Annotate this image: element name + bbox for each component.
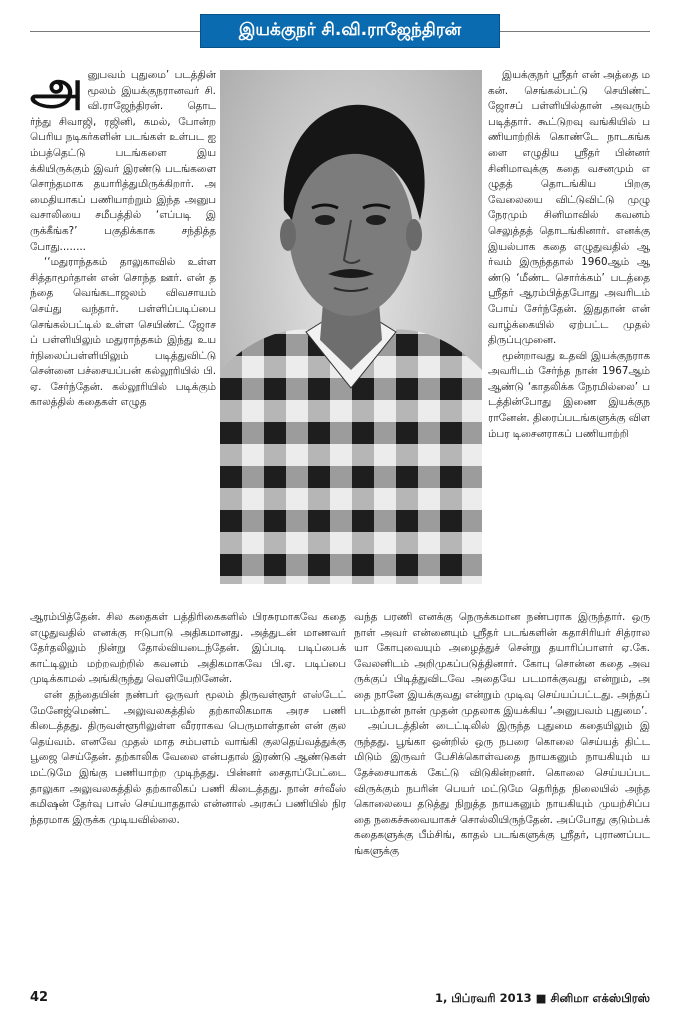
footer-issue-info [380,991,650,1007]
issue-date: 1, பிப்ரவரி 2013 [434,991,532,1005]
article-title: இயக்குநர் சி.வி.ராஜேந்திரன் [238,20,462,40]
page-number: 42 [30,990,49,1005]
paragraph: னுபவம் புதுமை’ படத்தின் மூலம் இயக்குநரானவர் சி.வி.ராஜேந்திரன். தொடர்ந்து சிவாஜி, ரஜினி, கமல், போன்ற பெரிய நடிகர்களின் படங்கள் உள்பட ஐம்பத்தெட்டு படங்களை இயக்கியிருக்கும் இவர் இரண்டு படங்களை சொந்தமாக தயாரித்துமிருக்கிறார். அமைதியாகப் பணியாற்றும் இந்த அனுபவசாலியை சமீபத்தில் ‘எப்படி இருக்கீங்க?’ பகுதிக்காக சந்தித்தபோது........ [30,69,216,253]
article-title-banner [200,14,500,48]
article-bottom-left-column [30,610,346,828]
paragraph: இயக்குநர் ஸ்ரீதர் என் அத்தை மகன். செங்கல்பட்டு செயிண்ட் ஜோசப் பள்ளியில்தான் அவரும் படித்தார். கூட்டுறவு வங்கியில் பணியாற்றிக் கொண்டே நாடகங்களை எழுதிய ஸ்ரீதர் பின்னர் சினிமாவுக்கு கதை வசனமும் எழுதத் தொடங்கிய பிறகு வேலையை விட்டுவிட்டு முழு நேரமும் சினிமாவில் கவனம் செலுத்தத் தொடங்கினார். எனக்கு இயல்பாக கதை எழுதுவதில் ஆர்வம் இருந்ததால் 1960ஆம் ஆண்டு ‘மீண்ட சொர்க்கம்’ படத்தை ஸ்ரீதர் ஆரம்பித்தபோது அவரிடம் போய் சேர்ந்தேன். இதுதான் என் வாழ்க்கையில் ஏற்பட்ட முதல் திருப்புமுனை. [488,69,650,347]
header-rule-right [500,31,650,32]
article-left-column [30,60,216,411]
portrait-photo [220,70,482,584]
paragraph: மூன்றாவது உதவி இயக்குநராக அவரிடம் சேர்ந்த நான் 1967ஆம் ஆண்டு ‘காதலிக்க நேரமில்லை’ படத்தின்போது இணை இயக்குநரானேன். திரைப்படங்களுக்கு விளம்பர டிசைனராகப் பணியாற்றி [488,349,650,440]
paragraph: ‘‘மதுராந்தகம் தாலுகாவில் உள்ள சித்தாமூர்தான் என் சொந்த ஊர். என் தந்தை வெங்கடாஜலம் விவசாயம் செய்து வந்தார். பள்ளிப்படிப்பை செங்கல்பட்டில் உள்ள செயிண்ட் ஜோசப் பள்ளியிலும் மதுராந்தகம் இந்து உயர்நிலைப்பள்ளியிலும் படித்துவிட்டு சென்னை பச்சையப்பன் கல்லூரியில் பி.ஏ. சேர்ந்தேன். கல்லூரியில் படிக்கும் காலத்தில் கதைகள் எழுத [30,256,216,409]
paragraph: வந்த பரணி எனக்கு நெருக்கமான நண்பராக இருந்தார். ஒரு நாள் அவர் என்னையும் ஸ்ரீதர் படங்களின் கதாசிரியர் சித்ராலயா கோபுவையும் அழைத்துச் சென்று தயாரிப்பாளர் ஏ.கே.வேலனிடம் அறிமுகப்படுத்தினார். கோபு சொன்ன கதை அவருக்குப் பிடித்துவிடவே அதையே படமாக்குவது என்றும், அதை நானே இயக்குவது என்றும் முடிவு செய்யப்பட்டது. அந்தப் படம்தான் நான் முதன் முதலாக இயக்கிய ‘அனுபவம் புதுமை’. [354,611,650,717]
header-rule-left [30,31,200,32]
magazine-name: சினிமா எக்ஸ்பிரஸ் [550,991,650,1005]
paragraph: ஆரம்பித்தேன். சில கதைகள் பத்திரிகைகளில் பிரசுரமாகவே கதை எழுதுவதில் எனக்கு ஈடுபாடு அதிகமானது. அத்துடன் மாணவர் தேர்தலிலும் நின்று தோல்வியடைந்தேன். இப்படி படிப்பைக் காட்டிலும் மற்றவற்றில் கவனம் அதிகமாகவே பி.ஏ. படிப்பை முடிக்காமல் அங்கிருந்து வெளியேறினேன். [30,611,346,686]
separator-square-icon: ■ [535,991,547,1005]
drop-cap: அ [30,60,84,116]
article-right-column [488,68,650,442]
paragraph: அப்படத்தின் டைட்டிலில் இருந்த புதுமை கதையிலும் இருந்தது. பூங்கா ஒன்றில் ஒரு நபரை கொலை செய்யத் திட்டமிடும் இருவர் பேசிக்கொள்வதை நாயகனும் நாயகியும் யதேச்சையாகக் கேட்டு விடுகின்றனர். கொலை செய்யப்படவிருக்கும் நபரின் பெயர் மட்டுமே தெரிந்த நிலையில் அந்த கொலையை தடுத்து நிறுத்த நாயகனும் நாயகியும் முயற்சிப்பதை நகைச்சுவையாகச் சொல்லியிருந்தேன். அப்போது குடும்பக் கதைகளுக்கு பீம்சிங், காதல் படங்களுக்கு ஸ்ரீதர், புராணப்படங்களுக்கு [354,720,650,857]
article-bottom-right-column [354,610,650,860]
paragraph: என் தந்தையின் நண்பர் ஒருவர் மூலம் திருவள்ளூர் எஸ்டேட் மேனேஜ்மெண்ட் அலுவலகத்தில் தற்காலிகமாக அரச பணி கிடைத்தது. திருவள்ளூரிலுள்ள வீரராகவ பெருமாள்தான் என் குலதெய்வம். எனவே முதல் மாத சம்பளம் வாங்கி குலதெய்வத்துக்கு பூஜை செய்தேன். தற்காலிக வேலை என்பதால் இரண்டு ஆண்டுகள் மட்டுமே இங்கு பணியாற்ற முடிந்தது. பின்னர் சைதாப்பேட்டை தாலுகா அலுவலகத்தில் தற்காலிகப் பணி கிடைத்தது. நான் சர்வீஸ் கமிஷன் தேர்வு பாஸ் செய்யாததால் என்னால் அரசுப் பணியில் நிரந்தரமாக இருக்க முடியவில்லை. [30,688,346,826]
